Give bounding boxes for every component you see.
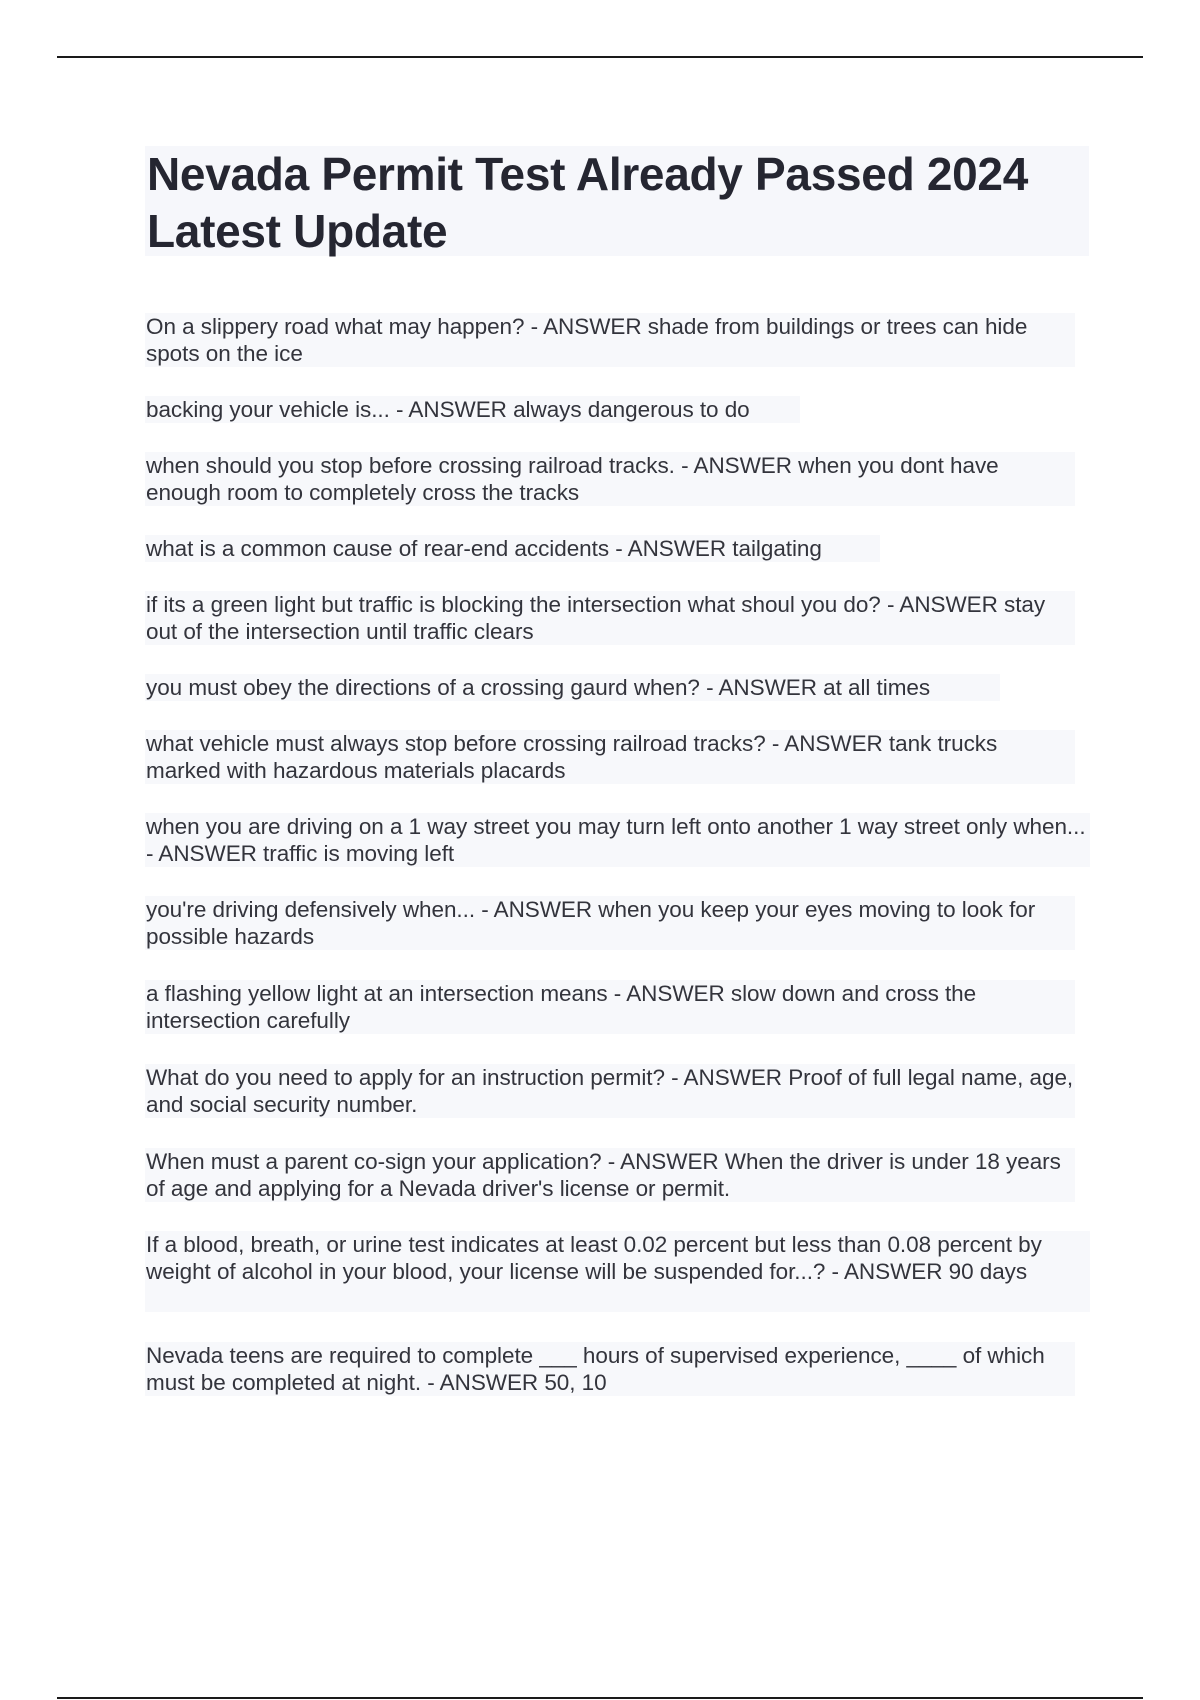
qa-item: if its a green light but traffic is blocking the intersection what shoul you do? - ANSWER stay out of the intersection until traffic clears bbox=[145, 591, 1075, 645]
qa-item: backing your vehicle is... - ANSWER always dangerous to do bbox=[145, 396, 800, 423]
document-title: Nevada Permit Test Already Passed 2024 Latest Update bbox=[147, 148, 1028, 257]
qa-item: If a blood, breath, or urine test indicates at least 0.02 percent but less than 0.08 percent by weight of alcohol in your blood, your license will be suspended for...? - ANSWER 90 days bbox=[145, 1231, 1090, 1312]
qa-item: When must a parent co-sign your application? - ANSWER When the driver is under 18 years of age and applying for a Nevada driver's license or permit. bbox=[145, 1148, 1075, 1202]
qa-item: when should you stop before crossing railroad tracks. - ANSWER when you dont have enough room to completely cross the tracks bbox=[145, 452, 1075, 506]
qa-item: what vehicle must always stop before crossing railroad tracks? - ANSWER tank trucks marked with hazardous materials placards bbox=[145, 730, 1075, 784]
bottom-divider bbox=[57, 1697, 1143, 1699]
qa-item: On a slippery road what may happen? - ANSWER shade from buildings or trees can hide spots on the ice bbox=[145, 313, 1075, 367]
top-divider bbox=[57, 56, 1143, 58]
qa-item: you're driving defensively when... - ANSWER when you keep your eyes moving to look for possible hazards bbox=[145, 896, 1075, 950]
title-block bbox=[145, 146, 1089, 256]
qa-item: what is a common cause of rear-end accidents - ANSWER tailgating bbox=[145, 535, 880, 562]
qa-item: when you are driving on a 1 way street you may turn left onto another 1 way street only when... - ANSWER traffic is moving left bbox=[145, 813, 1090, 867]
qa-item: What do you need to apply for an instruction permit? - ANSWER Proof of full legal name, age, and social security number. bbox=[146, 1065, 1074, 1117]
qa-item: Nevada teens are required to complete ___ hours of supervised experience, ____ of which must be completed at night. - ANSWER 50, 10 bbox=[145, 1342, 1075, 1396]
qa-item: a flashing yellow light at an intersection means - ANSWER slow down and cross the intersection carefully bbox=[145, 980, 1075, 1034]
qa-item: you must obey the directions of a crossing gaurd when? - ANSWER at all times bbox=[145, 674, 1000, 701]
